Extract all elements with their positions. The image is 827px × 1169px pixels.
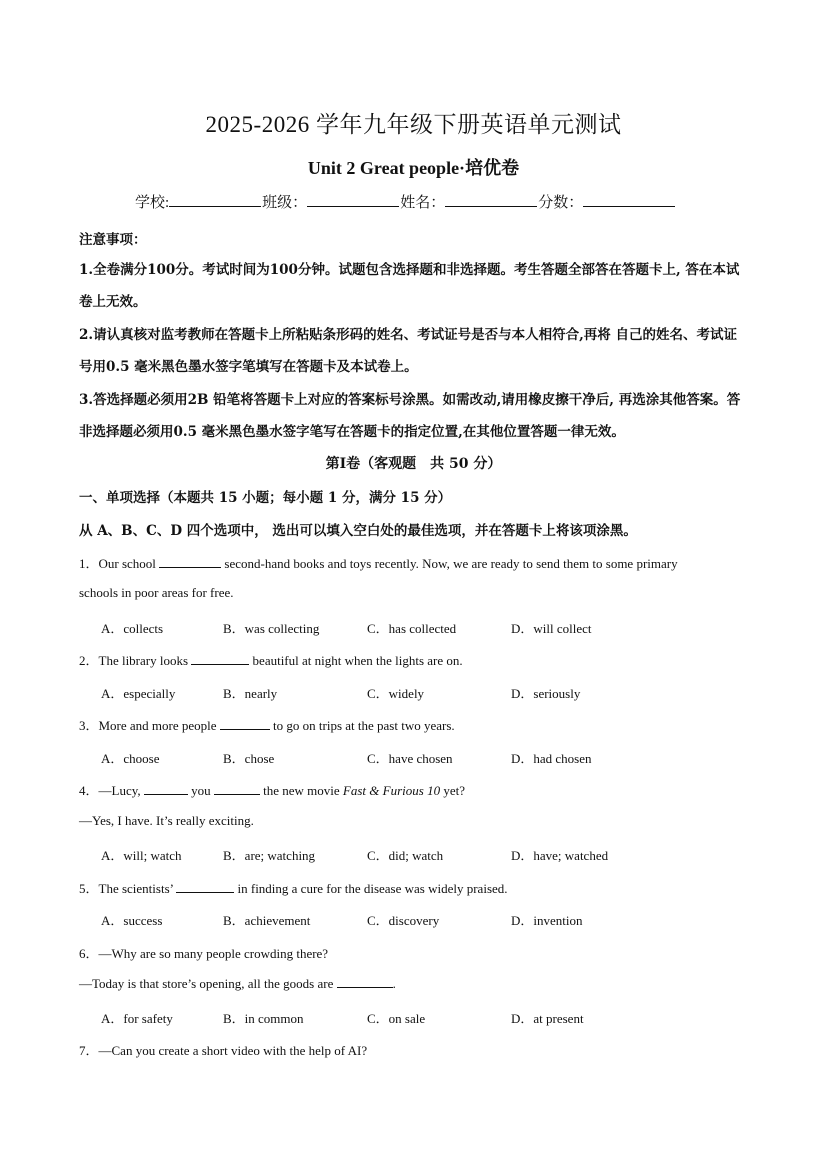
option-a[interactable]: A．will; watch — [101, 848, 182, 863]
answer-blank — [337, 975, 393, 988]
option-d[interactable]: D．seriously — [511, 686, 581, 701]
notice-heading: 注意事项： — [79, 232, 147, 248]
answer-blank — [159, 555, 221, 568]
answer-blank-1 — [144, 782, 188, 795]
question-7: 7．—Can you create a short video with the help of AI? — [79, 1043, 368, 1058]
option-c[interactable]: C．did; watch — [367, 848, 444, 863]
option-c[interactable]: C．has collected — [367, 621, 457, 636]
option-a[interactable]: A．especially — [101, 686, 176, 701]
option-d[interactable]: D．have; watched — [511, 848, 609, 863]
option-d[interactable]: D．invention — [511, 913, 583, 928]
class-label: 班级： — [262, 195, 308, 211]
answer-blank — [220, 717, 270, 730]
question-6: 6．—Why are so many people crowding there? — [79, 946, 329, 961]
option-b[interactable]: B．was collecting — [223, 621, 320, 636]
option-d[interactable]: D．will collect — [511, 621, 592, 636]
notice-item-3: 3.答选择题必须用2B 铅笔将答题卡上对应的答案标号涂黑。如需改动,请用橡皮擦干净后, 再选涂其他答案。答非选择题必须用0.5 毫米黑色墨水签字笔写在答题卡的指定位置,在其他位置答题一律无效。 — [79, 392, 741, 440]
option-c[interactable]: C．on sale — [367, 1011, 426, 1026]
option-b[interactable]: B．chose — [223, 751, 275, 766]
school-blank[interactable] — [169, 192, 261, 207]
class-blank[interactable] — [307, 192, 399, 207]
score-blank[interactable] — [583, 192, 675, 207]
answer-blank — [176, 880, 234, 893]
question-1: 1．Our school second-hand books and toys recently. Now, we are ready to send them to some primary — [79, 556, 678, 571]
name-blank[interactable] — [445, 192, 537, 207]
page-title: 2025-2026 学年九年级下册英语单元测试 — [205, 112, 622, 137]
notice-item-2: 2.请认真核对监考教师在答题卡上所粘贴条形码的姓名、考试证号是否与本人相符合,再将 自己的姓名、考试证号用0.5 毫米黑色墨水签字笔填写在答题卡及本试卷上。 — [79, 327, 737, 375]
answer-blank — [191, 652, 249, 665]
question-5: 5．The scientists’ in finding a cure for the disease was widely praised. — [79, 881, 508, 896]
answer-blank-2 — [214, 782, 260, 795]
option-b[interactable]: B．are; watching — [223, 848, 316, 863]
notice-item-1: 1.全卷满分100分。考试时间为100分钟。试题包含选择题和非选择题。考生答题全部答在答题卡上, 答在本试卷上无效。 — [79, 262, 740, 310]
option-a[interactable]: A．success — [101, 913, 163, 928]
question-4-reply: —Yes, I have. It’s really exciting. — [79, 813, 254, 828]
question-2: 2．The library looks beautiful at night when the lights are on. — [79, 653, 463, 668]
part-instruction: 从 A、B、C、D 四个选项中， 选出可以填入空白处的最佳选项，并在答题卡上将该项涂黑。 — [79, 523, 637, 539]
page-subtitle: Unit 2 Great people·培优卷 — [307, 158, 520, 178]
question-3: 3．More and more people to go on trips at the past two years. — [79, 718, 455, 733]
option-c[interactable]: C．discovery — [367, 913, 440, 928]
question-4: 4．—Lucy, you the new movie Fast & Furious 10 yet? — [79, 783, 465, 798]
student-info-line — [135, 191, 735, 212]
question-1-cont: schools in poor areas for free. — [79, 585, 234, 600]
score-label: 分数： — [538, 195, 584, 211]
school-label: 学校: — [135, 195, 170, 211]
movie-title: Fast & Furious 10 — [342, 783, 441, 798]
option-a[interactable]: A．choose — [101, 751, 160, 766]
option-a[interactable]: A．for safety — [101, 1011, 173, 1026]
option-c[interactable]: C．widely — [367, 686, 425, 701]
option-b[interactable]: B．in common — [223, 1011, 304, 1026]
option-a[interactable]: A．collects — [101, 621, 164, 636]
option-c[interactable]: C．have chosen — [367, 751, 453, 766]
option-d[interactable]: D．had chosen — [511, 751, 592, 766]
option-d[interactable]: D．at present — [511, 1011, 584, 1026]
option-b[interactable]: B．nearly — [223, 686, 278, 701]
part-heading: 一、单项选择（本题共 15 小题；每小题 1 分，满分 15 分） — [79, 490, 452, 506]
question-6-reply: —Today is that store’s opening, all the goods are . — [79, 976, 396, 991]
option-b[interactable]: B．achievement — [223, 913, 311, 928]
name-label: 姓名： — [400, 195, 446, 211]
section-title: 第Ⅰ卷（客观题 共 50 分） — [325, 456, 502, 472]
